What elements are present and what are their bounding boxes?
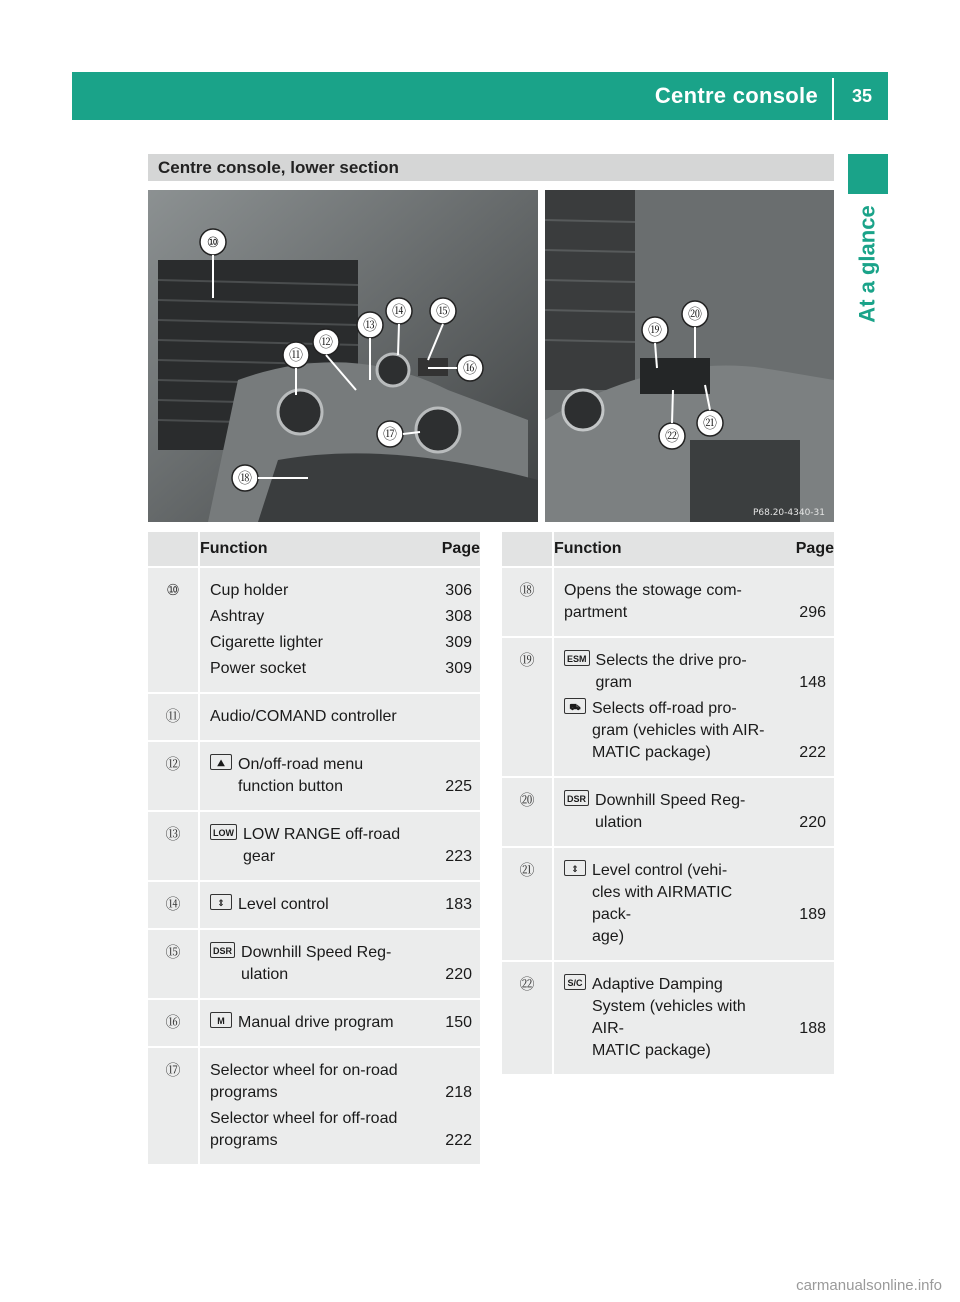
function-entry: [210, 942, 416, 986]
header-title: Centre console: [654, 83, 818, 108]
function-entry: [564, 650, 770, 694]
table-row: [502, 567, 834, 637]
centre-console-photo-right: [545, 190, 834, 522]
callout-number: ⑮: [148, 929, 199, 999]
page-cell: [420, 567, 480, 693]
callout-number: ⑬: [148, 811, 199, 881]
table-header-row: [148, 532, 480, 567]
table-row: [148, 811, 480, 881]
table-header-row: [502, 532, 834, 567]
page-ref[interactable]: 218: [445, 1084, 472, 1101]
table-row: [148, 1047, 480, 1165]
offroad-car-icon: ⛟: [564, 698, 586, 714]
callout-number: ⑪: [148, 693, 199, 741]
callout-number: ⑳: [502, 777, 553, 847]
page-cell: [420, 693, 480, 741]
page-cell: [774, 637, 834, 777]
page-cell: [420, 929, 480, 999]
page-ref[interactable]: 222: [445, 1132, 472, 1149]
function-entry: [564, 790, 770, 834]
page-cell: [420, 1047, 480, 1165]
function-text: LOW RANGE off-road gear: [243, 826, 401, 865]
function-text: Level control: [238, 896, 329, 913]
page-ref[interactable]: 150: [445, 1014, 472, 1031]
callout-number: ⑲: [502, 637, 553, 777]
photo-callout-22: ㉒: [665, 429, 679, 445]
photo-callout-18: ⑱: [238, 471, 252, 487]
callout-number: ⑫: [148, 741, 199, 811]
function-entry: [210, 1060, 416, 1104]
table-row: [502, 847, 834, 961]
function-cell: [553, 777, 774, 847]
header-function: Function: [553, 532, 774, 567]
function-entry: [210, 606, 416, 628]
dsr-icon: DSR: [564, 790, 589, 806]
photo-callout-10: ⑩: [206, 235, 220, 251]
photo-callout-21: ㉑: [703, 416, 717, 432]
esm-icon: ESM: [564, 650, 590, 666]
table-row: [148, 881, 480, 929]
callout-number: ⑯: [148, 999, 199, 1047]
dsr-icon: DSR: [210, 942, 235, 958]
function-text: Selector wheel for on-road programs: [210, 1062, 398, 1101]
page-cell: [420, 881, 480, 929]
function-entry: [210, 706, 416, 728]
table-row: [502, 777, 834, 847]
table-row: [148, 741, 480, 811]
function-cell: [553, 637, 774, 777]
header-page: Page: [420, 532, 480, 567]
function-cell: [199, 1047, 420, 1165]
sport-comf-icon: S/C: [564, 974, 586, 990]
page-cell: [420, 741, 480, 811]
side-color-block: [848, 154, 888, 194]
function-table-right: [502, 532, 834, 1076]
photo-callout-15: ⑮: [436, 304, 450, 320]
function-cell: [553, 567, 774, 637]
function-entry: [210, 658, 416, 680]
page-cell: [420, 999, 480, 1047]
header-page: Page: [774, 532, 834, 567]
function-text: Ashtray: [210, 608, 265, 625]
callout-number: ⑱: [502, 567, 553, 637]
page-ref[interactable]: 220: [445, 966, 472, 983]
manual-m-icon: M: [210, 1012, 232, 1028]
page-cell: [420, 811, 480, 881]
page-ref[interactable]: 189: [799, 906, 826, 923]
function-entry: [564, 974, 770, 1062]
page-ref[interactable]: 183: [445, 896, 472, 913]
table-row: [148, 693, 480, 741]
page-ref[interactable]: 220: [799, 814, 826, 831]
page-cell: [774, 847, 834, 961]
function-entry: [210, 1108, 416, 1152]
function-entry: [210, 1012, 416, 1034]
function-cell: [199, 999, 420, 1047]
function-cell: [199, 693, 420, 741]
photo-callout-20: ⑳: [688, 307, 702, 323]
function-cell: [199, 567, 420, 693]
page-ref[interactable]: 309: [445, 660, 472, 677]
callout-number: ⑰: [148, 1047, 199, 1165]
photo-callout-11: ⑪: [289, 348, 303, 364]
centre-console-photo-left: [148, 190, 538, 522]
side-tab-label: At a glance: [855, 205, 880, 323]
low-range-icon: LOW: [210, 824, 237, 840]
page-ref[interactable]: 188: [799, 1020, 826, 1037]
header-number-cell: [502, 532, 553, 567]
table-row: [148, 999, 480, 1047]
level-control-icon: ⇕: [210, 894, 232, 910]
page-ref[interactable]: 296: [799, 604, 826, 621]
page-ref[interactable]: 222: [799, 744, 826, 761]
function-entry: [564, 860, 770, 948]
page-cell: [774, 777, 834, 847]
function-text: Downhill Speed Reg- ulation: [241, 944, 392, 983]
callout-number: ⑭: [148, 881, 199, 929]
table-row: [502, 637, 834, 777]
function-text: Selector wheel for off-road programs: [210, 1110, 398, 1149]
function-cell: [199, 929, 420, 999]
footer-watermark: carmanualsonline.info: [796, 1277, 942, 1294]
table-row: [502, 961, 834, 1075]
function-entry: [210, 754, 416, 798]
table-row: [148, 929, 480, 999]
header-number-cell: [148, 532, 199, 567]
photo-callout-17: ⑰: [383, 427, 397, 443]
photo-callout-12: ⑫: [319, 335, 333, 351]
function-text: On/off-road menu function button: [238, 756, 364, 795]
level-control-icon: ⇕: [564, 860, 586, 876]
page-ref[interactable]: 309: [445, 634, 472, 651]
function-entry: [210, 632, 416, 654]
function-cell: [553, 847, 774, 961]
function-text: Manual drive program: [238, 1014, 394, 1031]
function-text: Opens the stowage com- partment: [564, 582, 742, 621]
page-number: 35: [851, 85, 873, 106]
photo-callout-16: ⑯: [463, 361, 477, 377]
function-text: Cup holder: [210, 582, 289, 599]
onoff-road-icon: ⛰: [210, 754, 232, 770]
function-text: Audio/COMAND controller: [210, 708, 397, 725]
table-row: [148, 567, 480, 693]
running-header: [72, 72, 888, 120]
side-tab: [848, 194, 888, 334]
function-entry: [210, 894, 416, 916]
function-text: Power socket: [210, 660, 307, 677]
callout-number: ㉒: [502, 961, 553, 1075]
section-title: Centre console, lower section: [158, 158, 399, 177]
function-text: Downhill Speed Reg- ulation: [595, 792, 746, 831]
page-ref[interactable]: 223: [445, 848, 472, 865]
function-table-left: [148, 532, 480, 1166]
photo-callout-14: ⑭: [392, 304, 406, 320]
function-cell: [199, 741, 420, 811]
function-cell: [199, 811, 420, 881]
function-text: Selects off-road pro- gram (vehicles with AIR- MATIC package): [592, 700, 765, 761]
header-function: Function: [199, 532, 420, 567]
callout-number: ㉑: [502, 847, 553, 961]
page-cell: [774, 567, 834, 637]
page-ref[interactable]: 225: [445, 778, 472, 795]
callout-number: ⑩: [148, 567, 199, 693]
function-entry: [210, 824, 416, 868]
page-ref[interactable]: 308: [445, 608, 472, 625]
page-ref[interactable]: 306: [445, 582, 472, 599]
function-entry: [210, 580, 416, 602]
header-divider: [832, 78, 834, 120]
function-entry: [564, 580, 770, 624]
function-entry: [564, 698, 770, 764]
function-text: Cigarette lighter: [210, 634, 323, 651]
function-text: Adaptive Damping System (vehicles with AIR- MATIC package): [592, 976, 746, 1059]
function-cell: [553, 961, 774, 1075]
photo-callout-19: ⑲: [648, 323, 662, 339]
section-heading: [148, 154, 834, 181]
page-cell: [774, 961, 834, 1075]
function-cell: [199, 881, 420, 929]
function-text: Selects the drive pro- gram: [595, 652, 747, 691]
function-text: Level control (vehi- cles with AIRMATIC pack- age): [592, 862, 733, 945]
page-ref[interactable]: 148: [799, 674, 826, 691]
photo-code: P68.20-4340-31: [752, 508, 825, 518]
photo-callout-13: ⑬: [363, 318, 377, 334]
